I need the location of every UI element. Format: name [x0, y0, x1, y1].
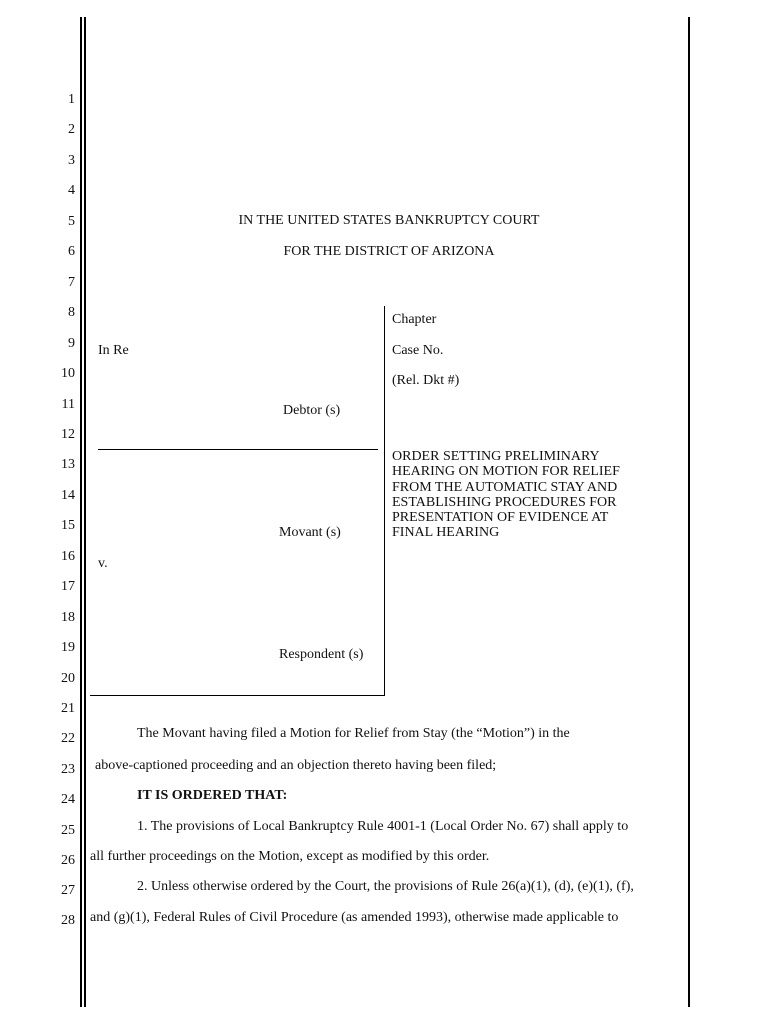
line-number: 7: [68, 275, 75, 290]
paragraph-2-line-1: 1. The provisions of Local Bankruptcy Rule 4001-1 (Local Order No. 67) shall apply to: [137, 819, 629, 834]
paragraph-3-line-1: 2. Unless otherwise ordered by the Court, the provisions of Rule 26(a)(1), (d), (e)(1), (f),: [137, 879, 634, 894]
line-number: 15: [61, 518, 75, 533]
court-district: FOR THE DISTRICT OF ARIZONA: [283, 244, 495, 259]
caption-vertical-divider: [384, 306, 385, 696]
line-number: 10: [61, 366, 75, 381]
related-docket-label: (Rel. Dkt #): [392, 373, 460, 388]
respondent-label: Respondent (s): [279, 647, 364, 662]
line-number: 18: [61, 610, 75, 625]
left-margin-rule-outer: [80, 17, 82, 1007]
line-number: 26: [61, 853, 75, 868]
chapter-label: Chapter: [392, 312, 437, 327]
line-number: 14: [61, 488, 75, 503]
movant-label: Movant (s): [279, 525, 341, 540]
paragraph-3-line-2: and (g)(1), Federal Rules of Civil Procedure (as amended 1993), otherwise made applicable to: [90, 910, 619, 925]
line-number: 23: [61, 762, 75, 777]
line-number: 6: [68, 244, 75, 259]
line-number: 21: [61, 701, 75, 716]
ordered-heading: IT IS ORDERED THAT:: [137, 788, 288, 803]
line-number: 2: [68, 122, 75, 137]
line-number: 20: [61, 671, 75, 686]
debtor-label: Debtor (s): [283, 403, 341, 418]
paragraph-1-line-2: above-captioned proceeding and an objection thereto having been filed;: [95, 758, 497, 773]
paragraph-1-line-1: The Movant having filed a Motion for Relief from Stay (the “Motion”) in the: [137, 726, 570, 741]
caption-bottom-rule: [90, 695, 385, 696]
line-number: 12: [61, 427, 75, 442]
line-number: 5: [68, 214, 75, 229]
line-number: 11: [61, 397, 75, 412]
line-number: 22: [61, 731, 75, 746]
line-number: 16: [61, 549, 75, 564]
case-number-label: Case No.: [392, 343, 444, 358]
line-number: 24: [61, 792, 75, 807]
paragraph-2-line-2: all further proceedings on the Motion, except as modified by this order.: [90, 849, 490, 864]
line-number: 27: [61, 883, 75, 898]
in-re-label: In Re: [98, 343, 129, 358]
order-title: ORDER SETTING PRELIMINARY HEARING ON MOTION FOR RELIEF FROM THE AUTOMATIC STAY AND ESTABLISHING PROCEDURES FOR PRESENTATION OF EVIDENCE AT FINAL HEARING: [392, 449, 620, 541]
line-number: 4: [68, 183, 75, 198]
versus-label: v.: [98, 556, 108, 571]
line-number: 1: [68, 92, 75, 107]
line-number: 28: [61, 913, 75, 928]
caption-debtor-underline: [98, 449, 378, 450]
left-margin-rule-inner: [84, 17, 86, 1007]
line-number: 9: [68, 336, 75, 351]
line-number: 25: [61, 823, 75, 838]
line-number: 19: [61, 640, 75, 655]
line-number: 3: [68, 153, 75, 168]
court-name: IN THE UNITED STATES BANKRUPTCY COURT: [238, 213, 540, 228]
right-margin-rule: [688, 17, 690, 1007]
line-number: 8: [68, 305, 75, 320]
line-number: 13: [61, 457, 75, 472]
line-number: 17: [61, 579, 75, 594]
